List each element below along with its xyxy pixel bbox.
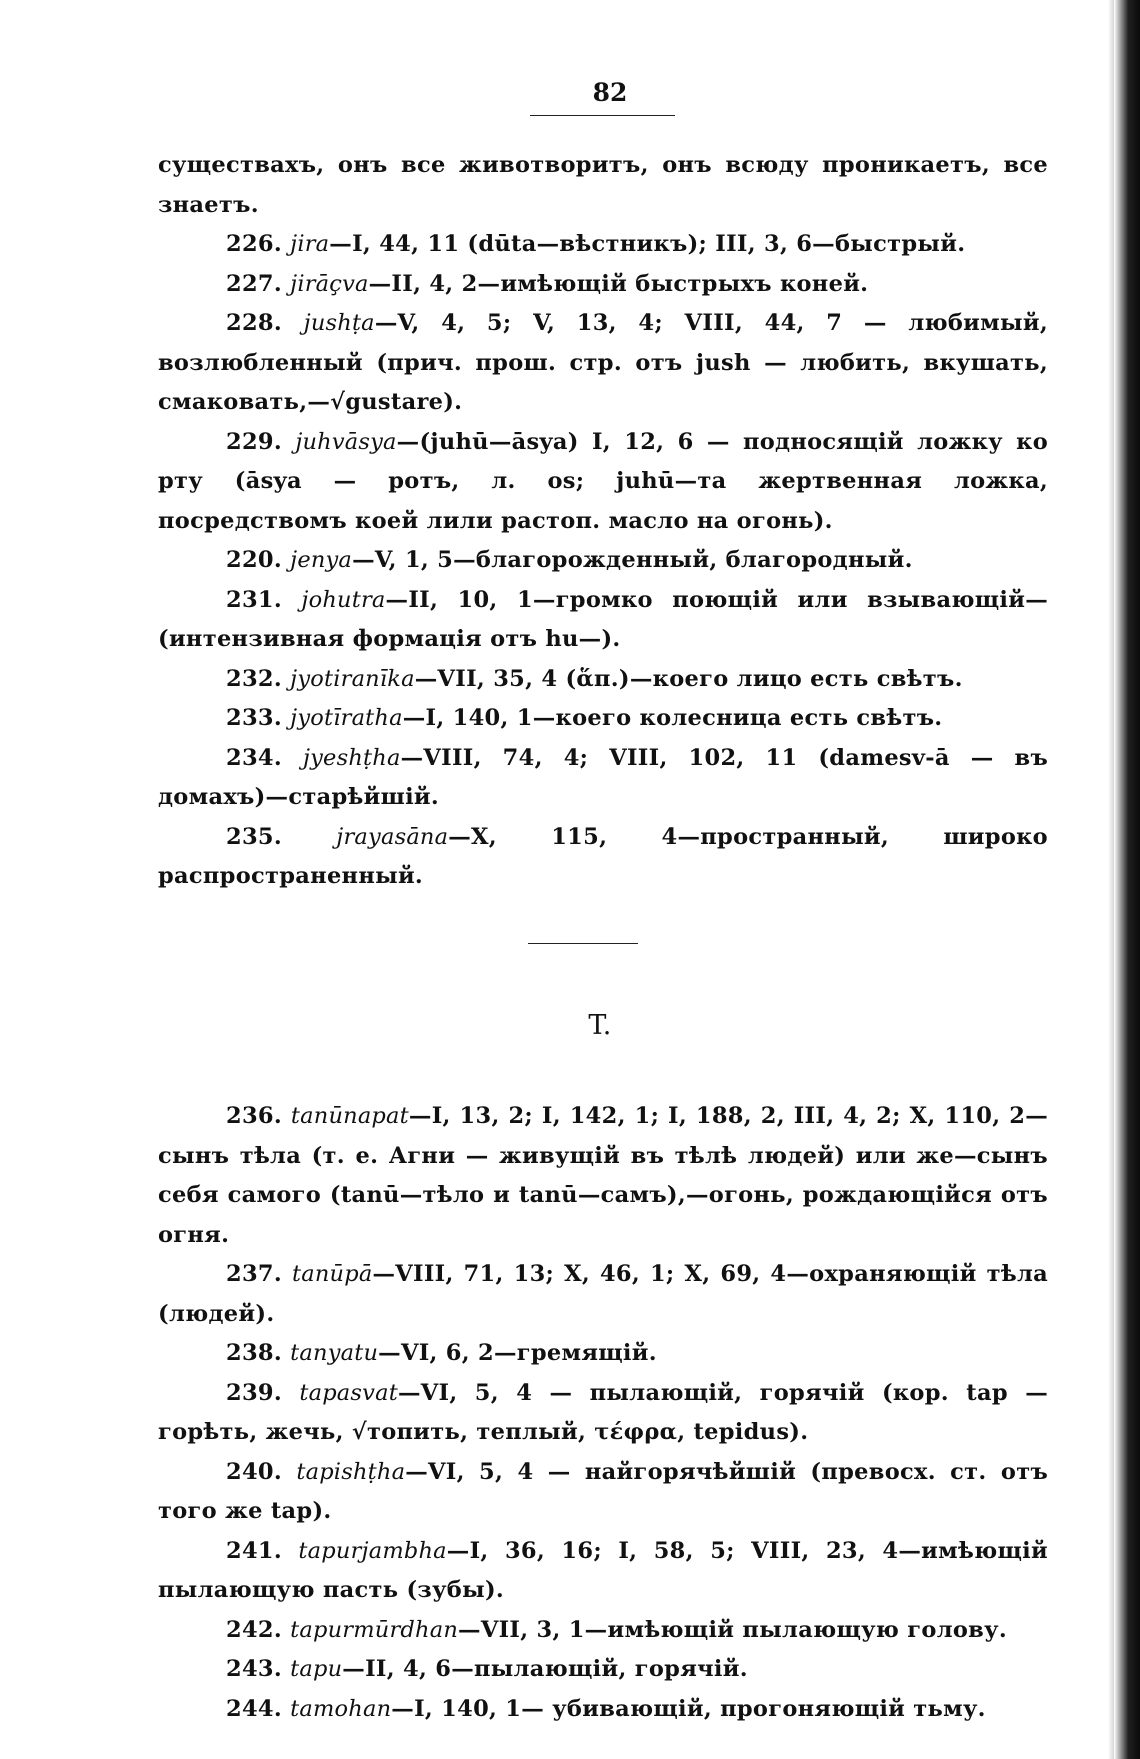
entry-number: 243. [226, 1656, 282, 1682]
entry-text: —VI, 5, 4 — найгорячѣйшій (превосх. ст. отъ того же tap). [158, 1458, 1049, 1524]
entry-term: tapasvat [299, 1379, 398, 1406]
dictionary-entry [158, 1650, 1048, 1690]
entry-term: tamohan [290, 1695, 392, 1722]
page-number: 82 [592, 78, 628, 107]
dictionary-entry [158, 581, 1048, 660]
entry-number: 220. [226, 547, 282, 573]
entry-number: 232. [226, 665, 282, 692]
entry-term: jirāçva [290, 270, 369, 297]
section-heading: T. [588, 1009, 612, 1041]
entry-term: tapurmūrdhan [290, 1616, 459, 1643]
dictionary-entry [158, 739, 1048, 818]
entry-term: tapurjambha [298, 1537, 447, 1564]
entry-term: tapu [290, 1656, 343, 1682]
entry-number: 244. [226, 1695, 282, 1722]
entry-number: 227. [226, 270, 282, 297]
entry-number: 235. [226, 823, 282, 850]
entry-number: 229. [226, 428, 282, 455]
entry-text: —V, 1, 5—благорожденный, благородный. [352, 547, 913, 573]
dictionary-entry [158, 423, 1048, 542]
entry-text: —I, 44, 11 (dūta—вѣстникъ); III, 3, 6—быстрый. [329, 231, 966, 257]
entry-text: —VI, 6, 2—гремящій. [378, 1340, 657, 1366]
dictionary-entry [158, 265, 1048, 305]
section-divider [528, 943, 638, 944]
entry-text: —II, 10, 1—громко поющій или взывающій— (интензивная формація отъ hu—). [158, 586, 1048, 652]
dictionary-entry [158, 1334, 1048, 1374]
dictionary-entry [158, 1611, 1048, 1651]
dictionary-entry [158, 225, 1048, 265]
dictionary-entry [158, 541, 1048, 581]
entry-text: —V, 4, 5; V, 13, 4; VIII, 44, 7 — любимый, возлюбленный (прич. прош. стр. отъ jush — любить, вкушать, смаковать,—√gustare). [158, 310, 1048, 415]
entry-text: существахъ, онъ все животворитъ, онъ всюду проникаетъ, все знаетъ. [158, 152, 1048, 218]
page-edge-shadow [1114, 0, 1140, 1759]
header-rule [530, 115, 675, 116]
entry-term: juhvāsya [295, 428, 397, 455]
dictionary-entry [158, 1453, 1048, 1532]
dictionary-entry [158, 1374, 1048, 1453]
dictionary-entry [158, 1097, 1048, 1255]
entry-text: —I, 140, 1—коего колесница есть свѣтъ. [402, 705, 943, 731]
entry-number: 241. [226, 1537, 282, 1564]
entry-text: —II, 4, 2—имѣющій быстрыхъ коней. [368, 270, 869, 297]
dictionary-entry [158, 1255, 1048, 1334]
entry-text: —VIII, 71, 13; X, 46, 1; X, 69, 4—охраняющій тѣла (людей). [158, 1261, 1048, 1327]
entry-term: johutra [301, 586, 386, 613]
entry-text: —I, 13, 2; I, 142, 1; I, 188, 2, III, 4, 2; X, 110, 2—сынъ тѣла (т. е. Агни — живущій въ тѣлѣ людей) или же—сынъ себя самого (tanū—тѣло и tanū—самъ),—огонь, рождающійся отъ огня. [158, 1103, 1049, 1248]
entry-number: 242. [226, 1616, 282, 1643]
dictionary-entry [158, 1532, 1048, 1611]
entry-term: tanūpā [291, 1261, 373, 1287]
entry-term: jenya [290, 547, 353, 573]
entry-term: jyotiranīka [290, 665, 415, 692]
dictionary-entry [158, 699, 1048, 739]
dictionary-entry [158, 304, 1048, 423]
entry-number: 239. [226, 1379, 282, 1406]
dictionary-entry [158, 1690, 1048, 1730]
entry-number: 234. [226, 744, 282, 771]
continuation-paragraph [158, 146, 1048, 225]
entry-text: —X, 115, 4—пространный, широко распространенный. [158, 823, 1048, 889]
entry-text: —VIII, 74, 4; VIII, 102, 11 (damesv-ā — въ домахъ)—старѣйшій. [158, 744, 1049, 810]
entry-text: —VI, 5, 4 — пылающій, горячій (кор. tap — горѣть, жечь, √топить, теплый, τέφρα, tepidus). [158, 1379, 1048, 1445]
entry-text: —VII, 3, 1—имѣющій пылающую голову. [458, 1616, 1007, 1643]
entry-number: 226. [226, 231, 282, 257]
entry-number: 228. [226, 310, 282, 336]
entry-text: —I, 140, 1— убивающій, прогоняющій тьму. [391, 1695, 986, 1722]
entry-number: 231. [226, 586, 282, 613]
entry-number: 237. [226, 1261, 282, 1287]
entry-term: jira [290, 231, 330, 257]
body-text [158, 146, 1048, 1729]
entry-number: 233. [226, 705, 282, 731]
dictionary-entry [158, 660, 1048, 700]
dictionary-entry [158, 818, 1048, 897]
entry-number: 238. [226, 1340, 282, 1366]
entry-term: jrayasāna [336, 823, 449, 850]
entry-text: —(juhū—āsya) I, 12, 6 — подносящій ложку ко рту (āsya — ротъ, л. os; juhū—та жертвенная ложка, посредствомъ коей лили растоп. масло на огонь). [158, 428, 1048, 534]
entry-term: jushṭa [303, 310, 375, 336]
entry-text: —I, 36, 16; I, 58, 5; VIII, 23, 4—имѣющій пылающую пасть (зубы). [158, 1537, 1048, 1603]
entry-term: jyeshṭha [302, 744, 401, 771]
entry-term: jyotīratha [290, 705, 403, 731]
entry-term: tapishṭha [296, 1458, 406, 1485]
entry-term: tanūnapat [290, 1103, 409, 1129]
entry-text: —II, 4, 6—пылающій, горячій. [342, 1656, 748, 1682]
entry-number: 236. [226, 1103, 282, 1129]
entry-term: tanyatu [290, 1340, 379, 1366]
entry-number: 240. [226, 1458, 282, 1485]
entry-text: —VII, 35, 4 (ἅπ.)—коего лицо есть свѣтъ. [414, 665, 963, 692]
